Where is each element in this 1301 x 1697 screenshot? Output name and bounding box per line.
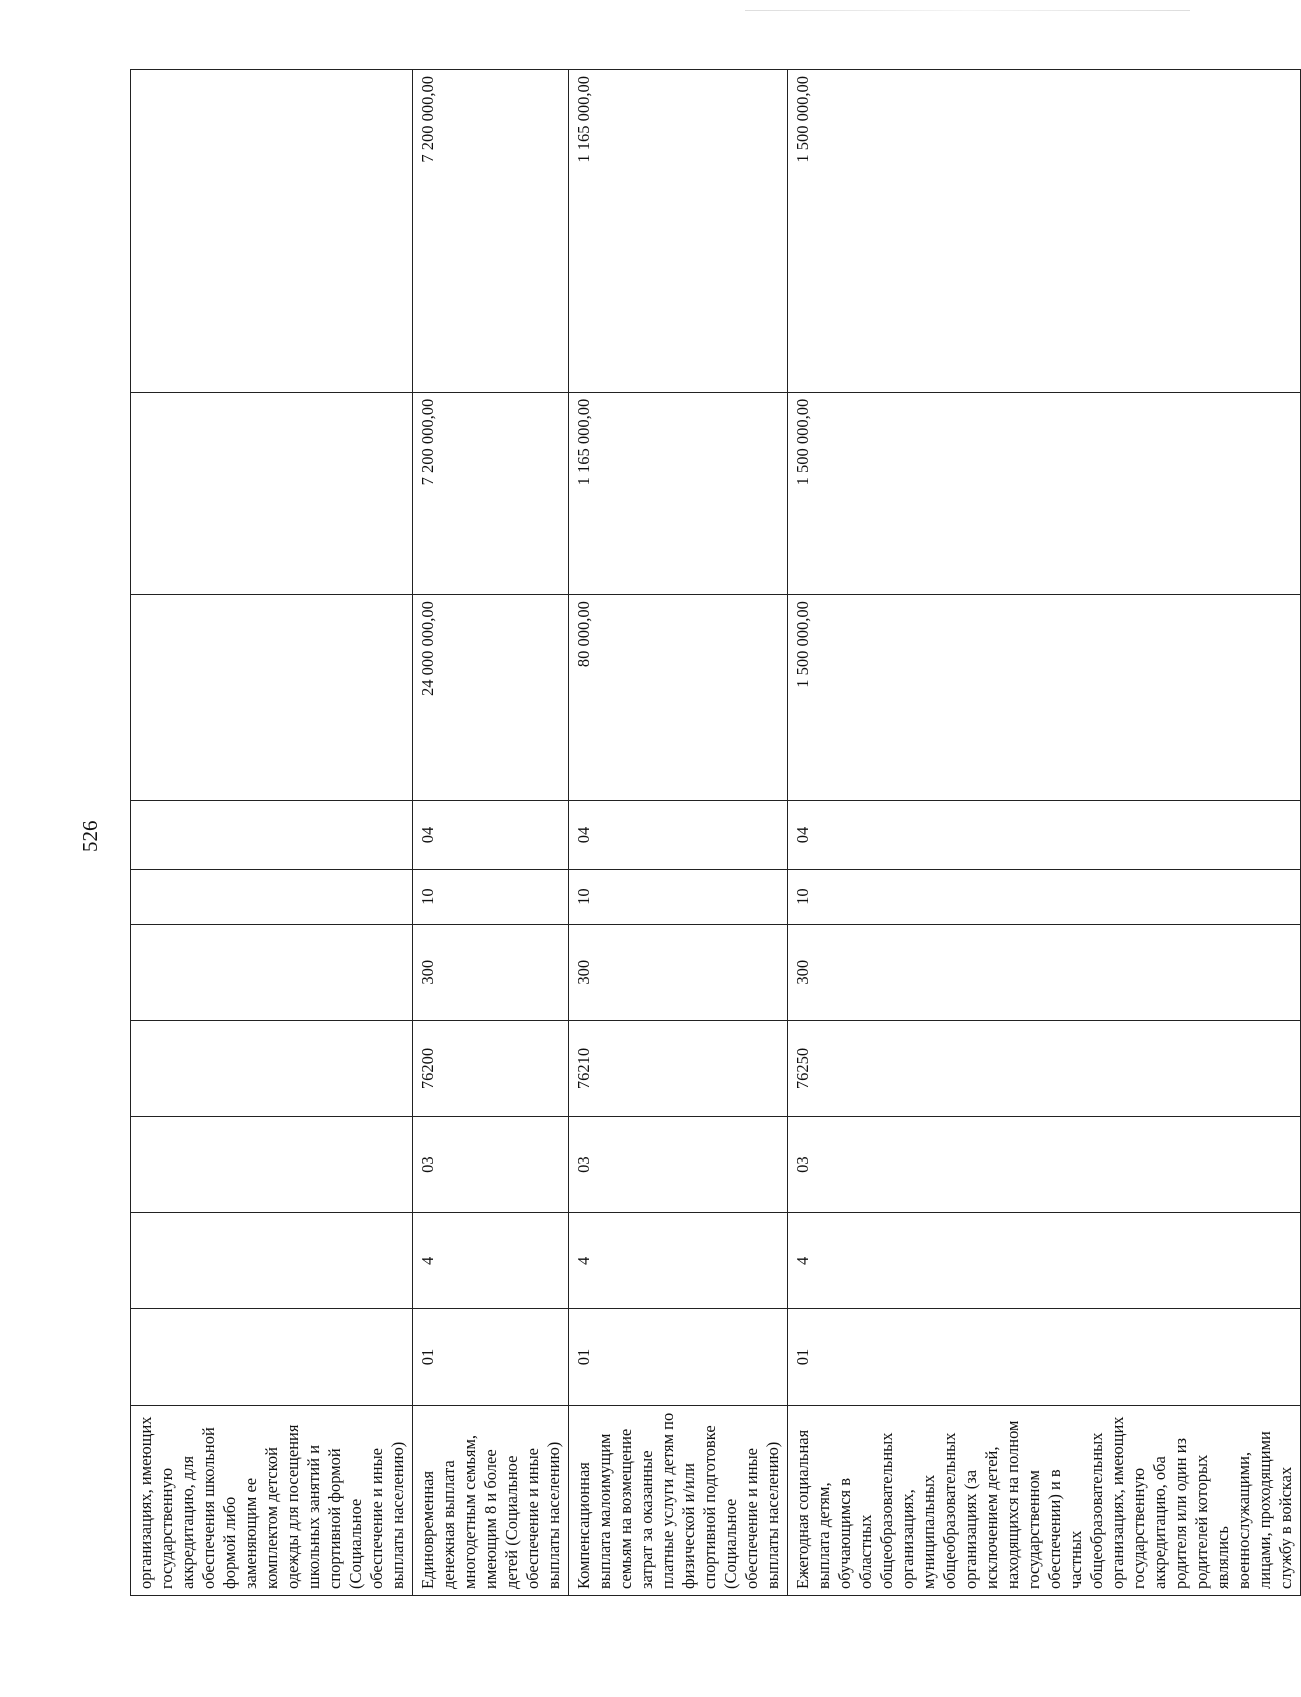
cell-program: 01: [413, 1309, 569, 1405]
cell-direction-code: 76250: [788, 1020, 1301, 1116]
cell-amount-year2: 1 500 000,00: [788, 392, 1301, 594]
cell-subprogram: [131, 1213, 413, 1309]
cell-main-activity: 03: [788, 1117, 1301, 1213]
cell-section: 10: [413, 869, 569, 924]
cell-subprogram: 4: [413, 1213, 569, 1309]
cell-amount-year1: 80 000,00: [569, 595, 788, 801]
cell-direction-code: 76200: [413, 1020, 569, 1116]
cell-amount-year2: [131, 392, 413, 594]
cell-main-activity: [131, 1117, 413, 1213]
row-description: Единовременная денежная выплата многодетным семьям, имеющим 8 и более детей (Социальное обеспечение и иные выплаты населению): [413, 1405, 569, 1595]
cell-amount-year3: 1 500 000,00: [788, 70, 1301, 393]
cell-amount-year1: 1 500 000,00: [788, 595, 1301, 801]
cell-amount-year3: 1 165 000,00: [569, 70, 788, 393]
cell-section: 10: [569, 869, 788, 924]
cell-main-activity: 03: [413, 1117, 569, 1213]
cell-subprogram: 4: [569, 1213, 788, 1309]
cell-subsection: 04: [569, 801, 788, 869]
cell-expense-type: 300: [788, 924, 1301, 1020]
cell-main-activity: 03: [569, 1117, 788, 1213]
cell-direction-code: [131, 1020, 413, 1116]
cell-amount-year2: 7 200 000,00: [413, 392, 569, 594]
cell-amount-year1: 24 000 000,00: [413, 595, 569, 801]
table-row: [131, 70, 413, 1596]
cell-amount-year3: 7 200 000,00: [413, 70, 569, 393]
cell-subsection: [131, 801, 413, 869]
cell-subsection: 04: [788, 801, 1301, 869]
row-description: организациях, имеющих государственную аккредитацию, для обеспечения школьной формой либо заменяющим ее комплектом детской одежды для посещения школьных занятий и спортивной формой (Социальное обеспечение и иные выплаты населению): [131, 1405, 413, 1595]
cell-subsection: 04: [413, 801, 569, 869]
cell-program: [131, 1309, 413, 1405]
cell-expense-type: [131, 924, 413, 1020]
table-row: [569, 70, 788, 1596]
cell-amount-year2: 1 165 000,00: [569, 392, 788, 594]
cell-section: 10: [788, 869, 1301, 924]
cell-program: 01: [569, 1309, 788, 1405]
scan-artifact-line: [745, 10, 1190, 11]
cell-section: [131, 869, 413, 924]
row-description: Компенсационная выплата малоимущим семьям на возмещение затрат за оказанные платные услуги детям по физической и/или спортивной подготовке (Социальное обеспечение и иные выплаты населению): [569, 1405, 788, 1595]
cell-amount-year1: [131, 595, 413, 801]
table-row: [413, 70, 569, 1596]
row-description: Ежегодная социальная выплата детям, обучающимся в областных общеобразовательных организациях, муниципальных общеобразовательных организациях (за исключением детей, находящихся на полном государственном обеспечении) и в частных общеобразовательных организациях, имеющих государственную аккредитацию, оба родителя или один из родителей которых являлись военнослужащими, лицами, проходящими службу в войсках: [788, 1405, 1301, 1595]
cell-expense-type: 300: [413, 924, 569, 1020]
cell-program: 01: [788, 1309, 1301, 1405]
cell-expense-type: 300: [569, 924, 788, 1020]
cell-direction-code: 76210: [569, 1020, 788, 1116]
page-number: 526: [78, 820, 102, 852]
table-row: [788, 70, 1301, 1596]
budget-table: [130, 69, 1301, 1596]
cell-subprogram: 4: [788, 1213, 1301, 1309]
cell-amount-year3: [131, 70, 413, 393]
budget-table-rotated: [130, 69, 1295, 1596]
